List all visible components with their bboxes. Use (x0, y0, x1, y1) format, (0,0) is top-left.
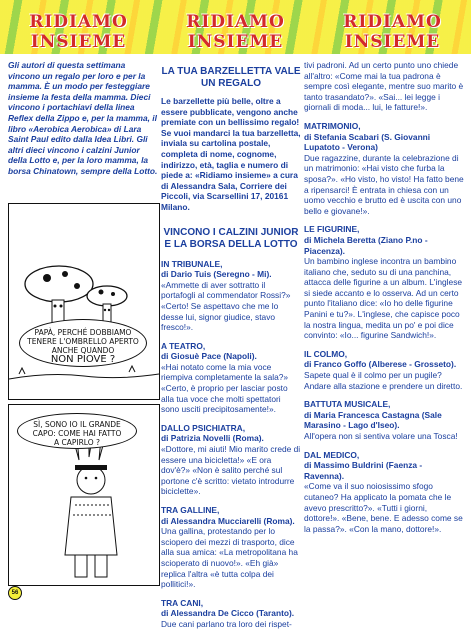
joke-body: All'opera non si sentiva volare una Tosca! (304, 431, 458, 441)
balloon-text: CAPO: COME HAI FATTO (32, 429, 122, 438)
joke-body: «Ammette di aver sottratto il portafogli al commendator Rossi?» «Certo! Se aspettavo che me lo desse lui, signor giudice, stavo fresco!». (161, 279, 291, 333)
balloon-text: A CAPIRLO ? (53, 438, 100, 447)
header-banner (0, 0, 471, 54)
balloon-text: PAPÀ, PERCHÉ DOBBIAMO TENERE L'OMBRELLO APERTO ANCHE QUANDO (27, 328, 139, 355)
joke-section (304, 224, 464, 341)
joke-title: IL COLMO, (304, 348, 348, 359)
joke-section (161, 598, 301, 630)
joke-body: Un bambino inglese incontra un bambino italiano che, seduto su di una panchina, attacca delle figurine a un album. L'inglese si siede accanto e lo osserva. Ad un certo punto l'italiano dice: «Io ho delle figurine Panini e tu?». L'inglese, che capisce poco la nostra lingua, medita un po' e poi dice convinto: «Io... figurine Sandwich!». (304, 256, 463, 341)
column-middle (161, 60, 301, 630)
speech-balloon (17, 413, 137, 449)
joke-author: di Giosuè Pace (Napoli). (161, 351, 257, 362)
joke-title: TRA CANI, (161, 597, 204, 608)
balloon-text-emphasis: NON PIOVE ? (50, 354, 116, 365)
contest-heading: LA TUA BARZELLETTA VALE UN REGALO (161, 66, 301, 89)
joke-title: BATTUTA MUSICALE, (304, 399, 391, 410)
comic-panel-mushrooms (8, 203, 160, 400)
banner-titles (0, 12, 471, 52)
joke-section (161, 505, 301, 590)
contest-promo: Le barzellette più belle, oltre a essere pubblicate, vengono anche premiate con un bellissimo regalo! Se vuoi mandarci la tua barzelletta, inviala su cartolina postale, completa di nome, cognome, indirizzo, età, taglia e numero di piede a: «Ridiamo insieme» a cura di Alessandra Sala, Corriere dei Piccoli, via Scarsellini 17, 20161 Milano. (161, 96, 301, 212)
joke-author: di Alessandra Mucciarelli (Roma). (161, 515, 295, 526)
joke-body: Una gallina, protestando per lo sciopero dei mezzi di trasporto, dice alla sua amica: «La metropolitana ha scioperato di nuovo!». «Eh già» replica l'altra «è tutta colpa dei pollitici!». (161, 526, 298, 590)
balloon-text: SÌ, SONO IO IL GRANDE (33, 420, 121, 429)
joke-body: «Hai notato come la mia voce riempiva completamente la sala?» «Certo, è proprio per lasciar posto alla tua voce che molti spettatori sono usciti precipitosamente!». (161, 361, 289, 415)
banner-title: RIDIAMO INSIEME (186, 12, 285, 52)
joke-author: di Massimo Buldrini (Faenza - Ravenna). (304, 460, 423, 481)
joke-title: MATRIMONIO, (304, 120, 361, 131)
joke-author: di Franco Goffo (Alberese - Grosseto). (304, 359, 457, 370)
banner-title: RIDIAMO INSIEME (29, 12, 128, 52)
joke-body: «Come va il suo noiosissimo sfogo cutaneo? Ha applicato la pomata che le avevo prescritto?». «Tutti i giorni, dottore!». «Bene, bene. E adesso come se la passa?». «Con la mano, dottore!». (304, 481, 463, 534)
page-number: 56 (8, 586, 22, 600)
joke-body: Due ragazzine, durante la celebrazione di un matrimonio: «Hai visto che furba la sposa?». «Ho visto, ho visto! Ha fatto bene a ripensarci! È entrata in chiesa con un uomo vecchio e brutto ed è uscita con uno bello e giovane!». (304, 152, 464, 216)
joke-author: di Alessandra De Cicco (Taranto). (161, 608, 295, 619)
column-left (8, 60, 158, 177)
joke-continuation: tivi padroni. Ad un certo punto uno chiede all'altro: «Come mai la tua padrona è sempre così elegante, mentre suo marito è tanto trasandato?». «Sai... lei legge i giornali di moda... lui, le fatture!». (304, 60, 464, 113)
joke-title: IN TRIBUNALE, (161, 258, 223, 269)
joke-section (304, 399, 464, 441)
mushroom-illustration (9, 204, 159, 399)
joke-body: Due cani parlano tra loro dei rispet- (161, 618, 292, 629)
joke-title: LE FIGURINE, (304, 224, 360, 235)
joke-title: A TEATRO, (161, 340, 206, 351)
joke-body: Sapete qual è il colmo per un pugile? Andare alla stazione e prendere un diretto. (304, 370, 463, 391)
prize-heading: VINCONO I CALZINI JUNIOR E LA BORSA DELLA LOTTO (163, 226, 299, 250)
intro-text: Gli autori di questa settimana vincono un regalo per loro e per la mamma. È un modo per festeggiare insieme la festa della mamma. Dieci vincono i portachiavi della linea Reflex della Zippo e, per la mamma, il libro «Aerobica Aerobica» di Lara Saint Paul edito dalla Idea Libri. Gli altri dieci vincono i calzini Junior della Lotto e, per la loro mamma, la borsa Chinatown, sempre della Lotto. (8, 60, 158, 176)
joke-author: di Dario Tuis (Seregno - Mi). (161, 269, 272, 280)
joke-section (161, 259, 301, 333)
joke-title: DAL MEDICO, (304, 449, 360, 460)
joke-author: di Maria Francesca Castagna (Sale Marasino - Lago d'Iseo). (304, 409, 442, 431)
joke-author: di Stefania Scabari (S. Giovanni Lupatoto - Verona) (304, 131, 431, 153)
joke-section (161, 423, 301, 497)
banner-title: RIDIAMO INSIEME (343, 12, 442, 52)
joke-author: di Patrizia Novelli (Roma). (161, 433, 264, 444)
joke-section (161, 341, 301, 415)
joke-body: «Dottore, mi aiuti! Mio marito crede di essere una bicicletta!» «E ora dov'è?» «Non è salito perché sul portone c'è scritto: vietato introdurre biciclette». (161, 444, 301, 497)
joke-section (304, 349, 464, 391)
joke-author: di Michela Beretta (Ziano P.no - Piacenza). (304, 234, 428, 256)
column-right (304, 60, 464, 534)
speech-balloon (19, 319, 147, 367)
joke-title: DALLO PSICHIATRA, (161, 422, 246, 433)
joke-section (304, 121, 464, 216)
joke-section (304, 450, 464, 535)
joke-title: TRA GALLINE, (161, 505, 220, 515)
comic-panel-chief (8, 404, 160, 586)
